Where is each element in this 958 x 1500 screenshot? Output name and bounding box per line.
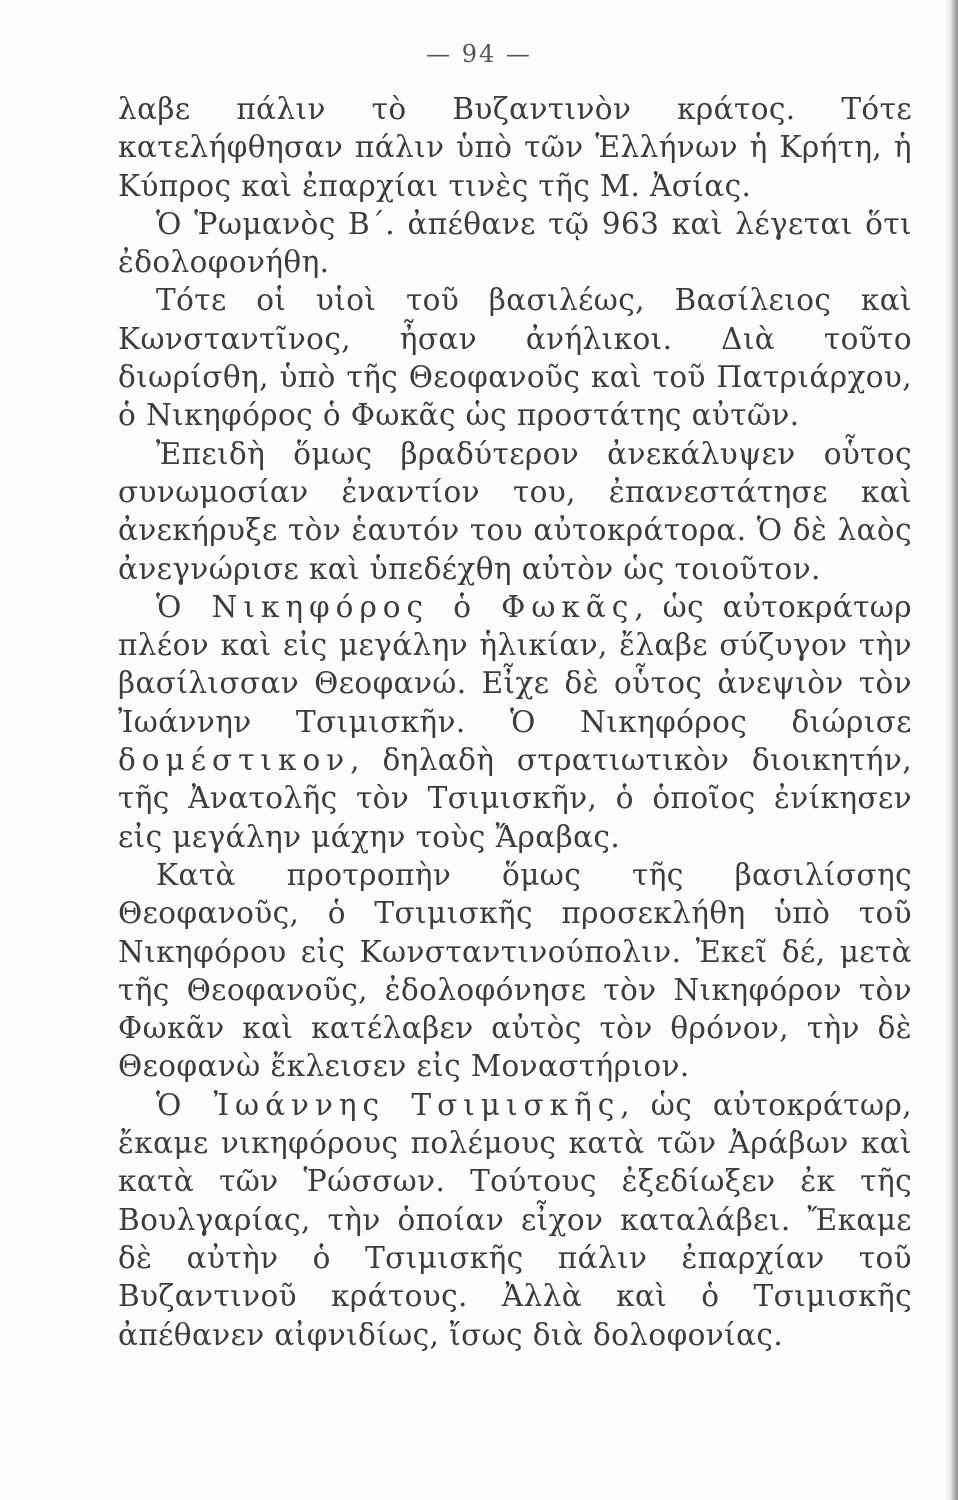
paragraph-text: , ὡς αὐτοκράτωρ πλέον καὶ εἰς μεγάλην ἡλικίαν, ἔλαβε σύζυγον τὴν βασίλισσαν Θεοφανώ. Εἶχε δὲ οὗτος ἀνεψιὸν τὸν Ἰωάννην Τσιμισκῆν. Ὁ Νικηφόρος διώρισε <box>118 589 912 739</box>
paragraph-text: , δηλαδὴ στρατιωτικὸν διοικητήν, τῆς Ἀνατολῆς τὸν Τσιμισκῆν, ὁ ὁποῖος ἐνίκησεν εἰς μεγάλην μάχην τοὺς Ἄραβας. <box>118 743 912 854</box>
body-text <box>118 90 912 1354</box>
paragraph-text: , ὡς αὐτοκράτωρ, ἔκαμε νικηφόρους πολέμους κατὰ τῶν Ἀράβων καὶ κατὰ τῶν Ῥώσσων. Τούτους ἐξεδίωξεν ἐκ τῆς Βουλγαρίας, τὴν ὁποίαν εἶχον καταλάβει. Ἔκαμε δὲ αὐτὴν ὁ Τσιμισκῆς πάλιν ἐπαρχίαν τοῦ Βυζαντινοῦ κράτους. Ἀλλὰ καὶ ὁ Τσιμισκῆς ἀπέθανεν αἰφνιδίως, ἴσως διὰ δολοφονίας. <box>118 1087 912 1352</box>
paragraph-text: Ἐπειδὴ ὅμως βραδύτερον ἀνεκάλυψεν οὗτος συνωμοσίαν ἐναντίον του, ἐπανεστάτησε καὶ ἀνεκήρυξε τὸν ἑαυτόν του αὐτοκράτορα. Ὁ δὲ λαὸς ἀνεγνώρισε καὶ ὑπεδέχθη αὐτὸν ὡς τοιοῦτον. <box>118 436 912 586</box>
spaced-term: δομέστικον <box>118 743 351 778</box>
paragraph-4 <box>118 435 912 588</box>
paragraph-text: Ὁ Ῥωμανὸς Β΄. ἀπέθανε τῷ 963 καὶ λέγεται ὅτι ἐδολοφονήθη. <box>118 206 912 280</box>
paragraph-2 <box>118 205 912 282</box>
spaced-name: Ὁ Νικηφόρος ὁ Φωκᾶς <box>156 589 635 624</box>
paragraph-text: Τότε οἱ υἱοὶ τοῦ βασιλέως, Βασίλειος καὶ Κωνσταντῖνος, ἦσαν ἀνήλικοι. Διὰ τοῦτο διωρίσθη, ὑπὸ τῆς Θεοφανοῦς καὶ τοῦ Πατριάρχου, ὁ Νικηφόρος ὁ Φωκᾶς ὡς προστάτης αὐτῶν. <box>118 283 912 433</box>
paragraph-7 <box>118 1086 912 1354</box>
page-edge-shadow <box>944 0 958 1500</box>
paragraph-6 <box>118 856 912 1086</box>
paragraph-3 <box>118 281 912 434</box>
page-number: — 94 — <box>426 40 532 68</box>
paragraph-text: λαβε πάλιν τὸ Βυζαντινὸν κράτος. Τότε κατελήφθησαν πάλιν ὑπὸ τῶν Ἑλλήνων ἡ Κρήτη, ἡ Κύπρος καὶ ἐπαρχίαι τινὲς τῆς Μ. Ἀσίας. <box>118 92 912 203</box>
paragraph-1 <box>118 90 912 205</box>
paragraph-5 <box>118 588 912 856</box>
spaced-name: Ὁ Ἰωάννης Τσιμισκῆς <box>156 1087 621 1122</box>
paragraph-text: Κατὰ προτροπὴν ὅμως τῆς βασιλίσσης Θεοφανοῦς, ὁ Τσιμισκῆς προσεκλήθη ὑπὸ τοῦ Νικηφόρου εἰς Κωνσταντινούπολιν. Ἐκεῖ δέ, μετὰ τῆς Θεοφανοῦς, ἐδολοφόνησε τὸν Νικηφόρον τὸν Φωκᾶν καὶ κατέλαβεν αὐτὸς τὸν θρόνον, τὴν δὲ Θεοφανὼ ἔκλεισεν εἰς Μοναστήριον. <box>118 857 912 1084</box>
